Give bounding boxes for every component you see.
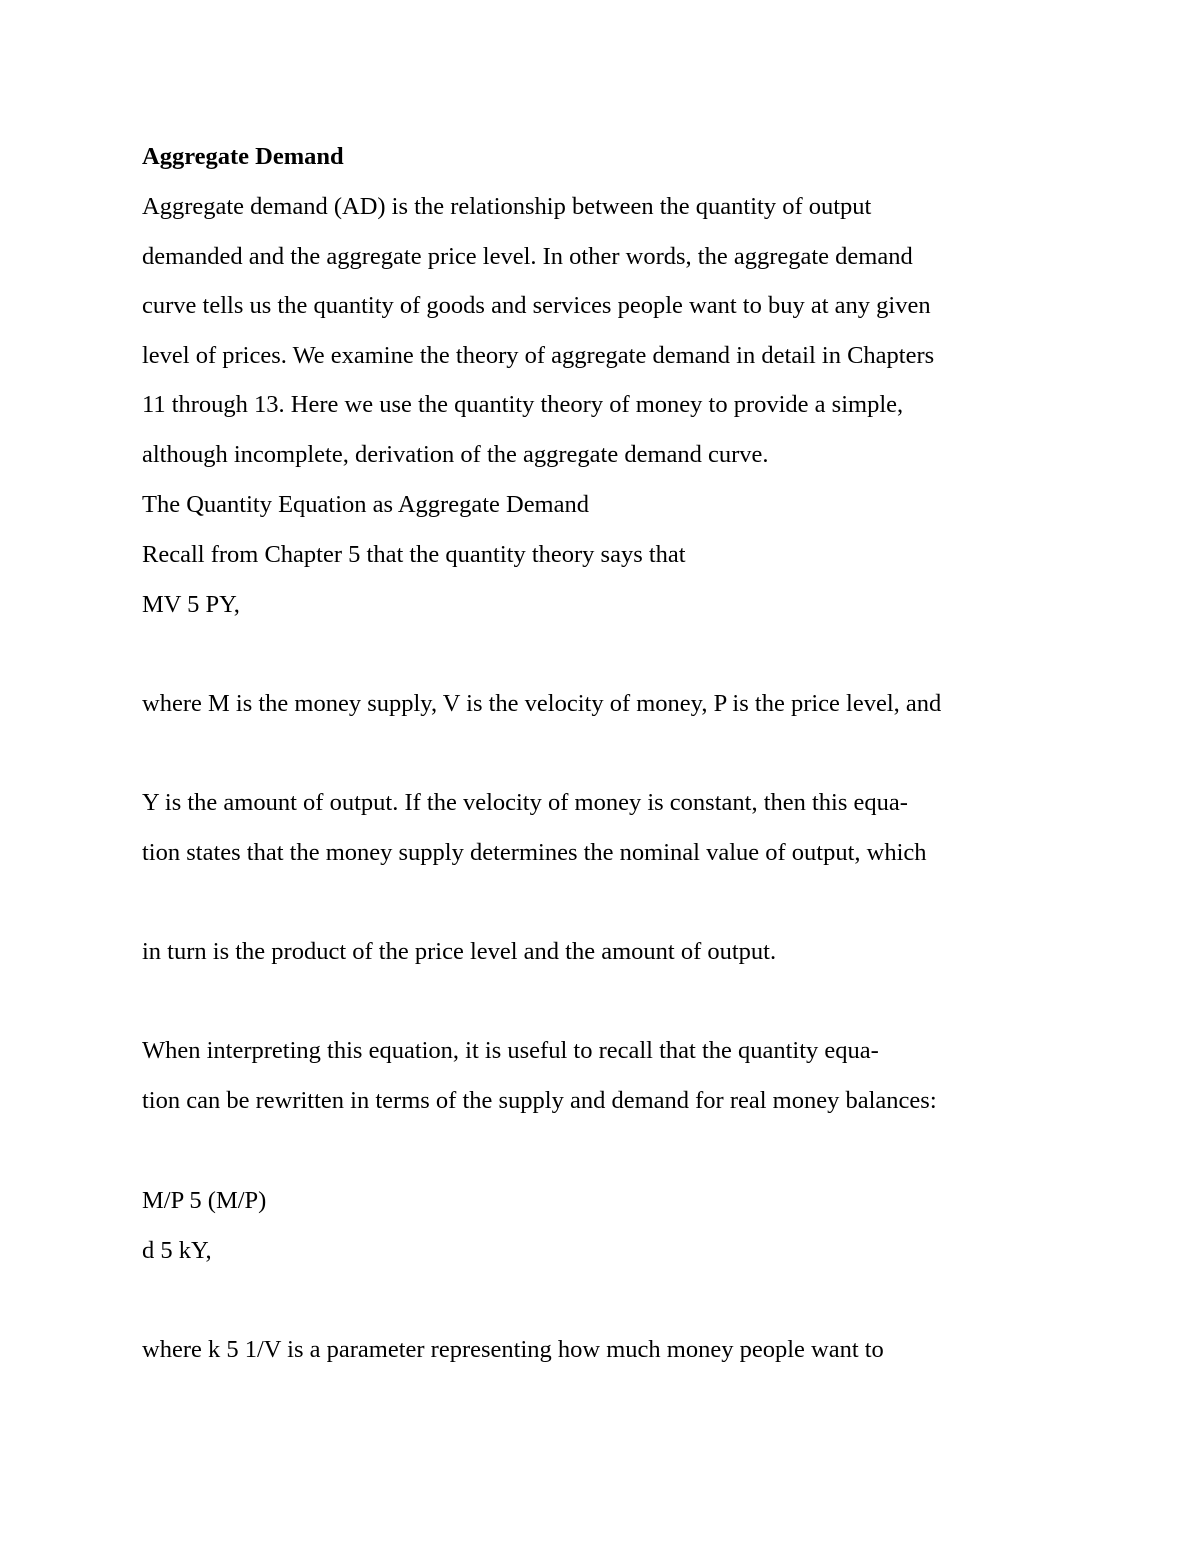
text-line: although incomplete, derivation of the aggregate demand curve.: [142, 441, 769, 468]
text-line: Y is the amount of output. If the velocity of money is constant, then this equa-: [142, 789, 908, 816]
text-line: Recall from Chapter 5 that the quantity theory says that: [142, 541, 686, 568]
text-line: 11 through 13. Here we use the quantity theory of money to provide a simple,: [142, 391, 904, 418]
section-subheading: The Quantity Equation as Aggregate Demand: [142, 491, 589, 518]
equation-line: M/P 5 (M/P): [142, 1187, 267, 1214]
text-line: level of prices. We examine the theory of aggregate demand in detail in Chapters: [142, 342, 935, 369]
equation-line: d 5 kY,: [142, 1237, 212, 1264]
document-heading: Aggregate Demand: [142, 143, 344, 170]
text-line: When interpreting this equation, it is useful to recall that the quantity equa-: [142, 1037, 879, 1064]
text-line: where M is the money supply, V is the velocity of money, P is the price level, and: [142, 690, 942, 717]
text-line: in turn is the product of the price level and the amount of output.: [142, 938, 777, 965]
text-line: demanded and the aggregate price level. In other words, the aggregate demand: [142, 243, 913, 270]
equation-line: MV 5 PY,: [142, 591, 240, 618]
text-line: curve tells us the quantity of goods and services people want to buy at any given: [142, 292, 931, 319]
text-line: Aggregate demand (AD) is the relationship between the quantity of output: [142, 193, 872, 220]
text-line: where k 5 1/V is a parameter representing how much money people want to: [142, 1336, 884, 1363]
text-line: tion states that the money supply determines the nominal value of output, which: [142, 839, 927, 866]
text-line: tion can be rewritten in terms of the supply and demand for real money balances:: [142, 1087, 937, 1114]
